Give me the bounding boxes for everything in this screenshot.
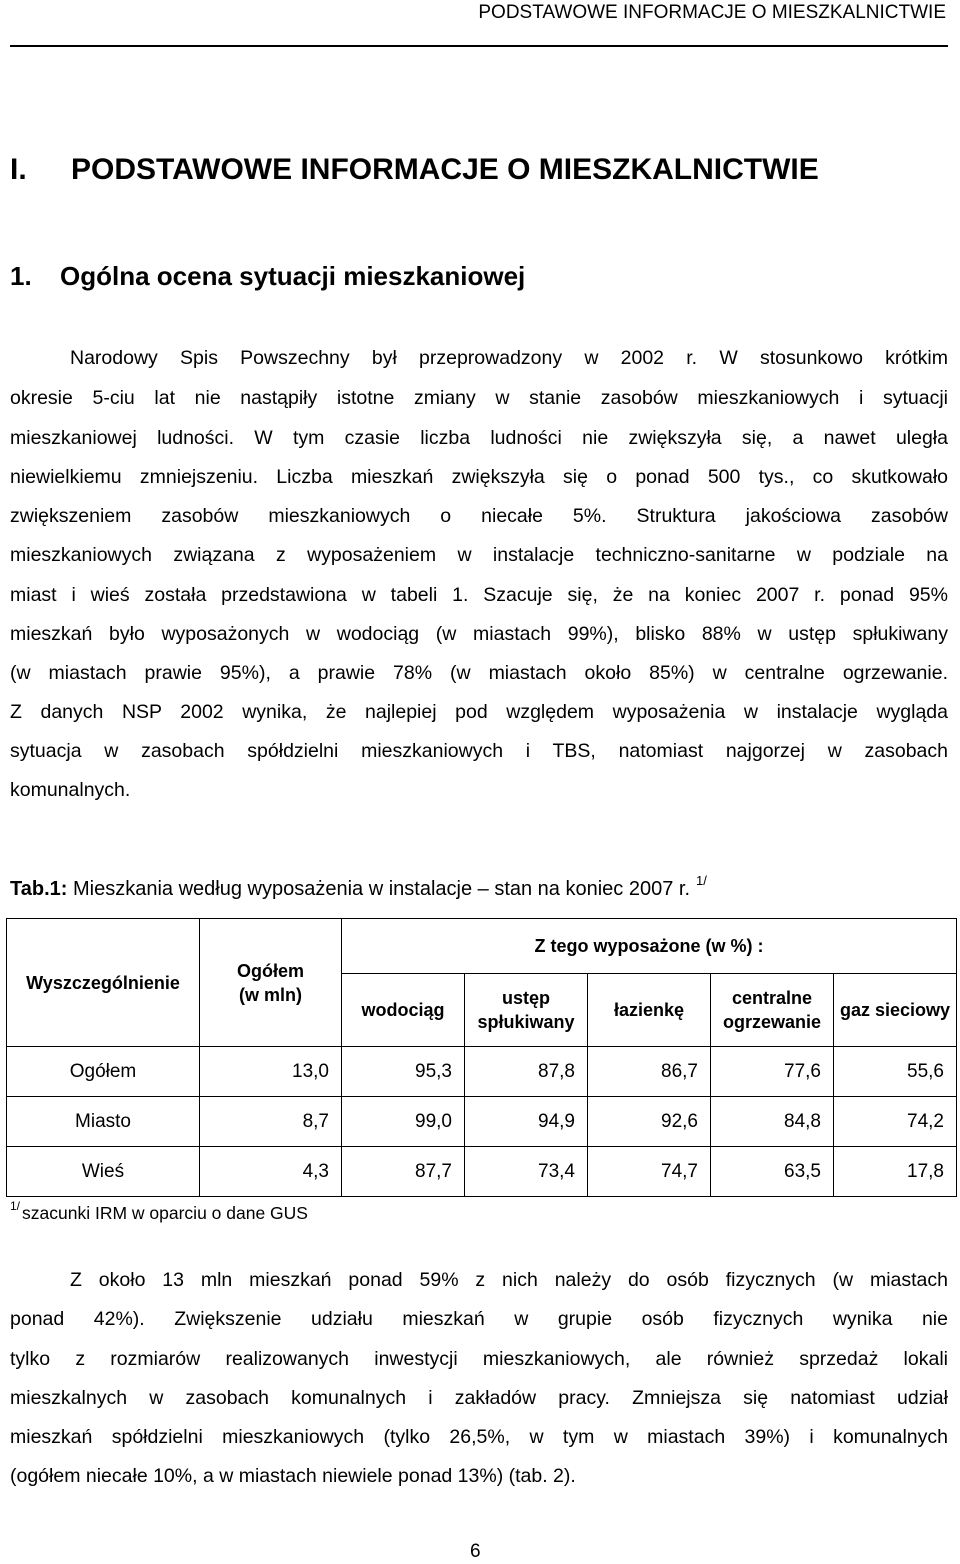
paragraph-line: zwiększeniem zasobów mieszkaniowych o niecałe 5%. Struktura jakościowa zasobów [10,505,948,527]
paragraph-line: mieszkań spółdzielni mieszkaniowych (tylko 26,5%, w tym w miastach 39%) i komunalnych [10,1426,948,1448]
row-label: Wieś [7,1147,200,1197]
paragraph-line: mieszkań było wyposażonych w wodociąg (w miastach 99%), blisko 88% w ustęp spłukiwany [10,623,948,645]
chapter-number: I. [10,153,27,186]
chapter-title-text: PODSTAWOWE INFORMACJE O MIESZKALNICTWIE [71,153,819,186]
table-cell: 77,6 [711,1047,834,1097]
table-cell: 86,7 [588,1047,711,1097]
section-title [10,258,525,294]
paragraph-line: Narodowy Spis Powszechny był przeprowadzony w 2002 r. W stosunkowo krótkim [70,347,948,369]
column-header: łazienkę [588,974,711,1047]
table-row [7,1047,957,1097]
column-header: centralne ogrzewanie [711,974,834,1047]
paragraph-line: komunalnych. [10,779,131,801]
table-caption-text: Mieszkania według wyposażenia w instalacje – stan na koniec 2007 r. [72,878,691,900]
paragraph-line: (w miastach prawie 95%), a prawie 78% (w miastach około 85%) w centralne ogrzewanie. [10,662,948,684]
table-cell: 17,8 [834,1147,957,1197]
table-cell: 84,8 [711,1097,834,1147]
table-cell: 74,2 [834,1097,957,1147]
table-cell: 8,7 [200,1097,342,1147]
table-row [7,1097,957,1147]
equipment-table [6,918,957,1197]
table-cell: 92,6 [588,1097,711,1147]
paragraph-line: mieszkaniowych związana z wyposażeniem w instalacje techniczno-sanitarne w podziale na [10,544,948,566]
paragraph-line: tylko z rozmiarów realizowanych inwestycji mieszkaniowych, ale również sprzedaż lokali [10,1348,948,1370]
paragraph-line: niewielkiemu zmniejszeniu. Liczba mieszkań zwiększyła się o ponad 500 tys., co skutkowało [10,466,948,488]
table-cell: 95,3 [342,1047,465,1097]
table-cell: 74,7 [588,1147,711,1197]
paragraph-line: Z danych NSP 2002 wynika, że najlepiej pod względem wyposażenia w instalacje wygląda [10,701,948,723]
column-group-header: Z tego wyposażone (w %) : [342,919,957,974]
running-header: PODSTAWOWE INFORMACJE O MIESZKALNICTWIE [478,2,946,23]
paragraph-line: (ogółem niecałe 10%, a w miastach niewiele ponad 13%) (tab. 2). [10,1465,576,1487]
paragraph-line: mieszkalnych w zasobach komunalnych i zakładów pracy. Zmniejsza się natomiast udział [10,1387,948,1409]
section-title-text: Ogólna ocena sytuacji mieszkaniowej [60,261,526,291]
table-cell: 63,5 [711,1147,834,1197]
footnote-mark: 1/ [10,1199,21,1213]
section-number: 1. [10,261,32,291]
page-number: 6 [470,1541,481,1562]
table-cell: 94,9 [465,1097,588,1147]
table-cell: 55,6 [834,1047,957,1097]
column-header: wodociąg [342,974,465,1047]
table-cell: 4,3 [200,1147,342,1197]
row-label: Ogółem [7,1047,200,1097]
paragraph-line: sytuacja w zasobach spółdzielni mieszkaniowych i TBS, natomiast najgorzej w zasobach [10,740,948,762]
table-cell: 87,8 [465,1047,588,1097]
table-row [7,1147,957,1197]
column-header: ustęp spłukiwany [465,974,588,1047]
paragraph-line: miast i wieś została przedstawiona w tabeli 1. Szacuje się, że na koniec 2007 r. ponad 95% [10,584,948,606]
column-header-total: Ogółem (w mln) [200,919,342,1047]
table-caption-label: Tab.1: [10,878,68,900]
paragraph-line: Z około 13 mln mieszkań ponad 59% z nich należy do osób fizycznych (w miastach [70,1269,948,1291]
table-cell: 73,4 [465,1147,588,1197]
column-header-specification: Wyszczególnienie [7,919,200,1047]
table-cell: 13,0 [200,1047,342,1097]
column-header: gaz sieciowy [834,974,957,1047]
row-label: Miasto [7,1097,200,1147]
table-cell: 99,0 [342,1097,465,1147]
table-footnote [10,1193,308,1226]
table-cell: 87,7 [342,1147,465,1197]
header-rule [10,45,948,47]
chapter-title [10,150,819,190]
table-caption-footnote-mark: 1/ [696,873,707,888]
footnote-text: szacunki IRM w oparciu o dane GUS [22,1203,308,1223]
paragraph-line: okresie 5-ciu lat nie nastąpiły istotne zmiany w stanie zasobów mieszkaniowych i sytuacji [10,387,948,409]
paragraph-line: mieszkaniowej ludności. W tym czasie liczba ludności nie zwiększyła się, a nawet uległa [10,427,948,449]
table-caption [10,868,707,902]
paragraph-line: ponad 42%). Zwiększenie udziału mieszkań w grupie osób fizycznych wynika nie [10,1308,948,1330]
